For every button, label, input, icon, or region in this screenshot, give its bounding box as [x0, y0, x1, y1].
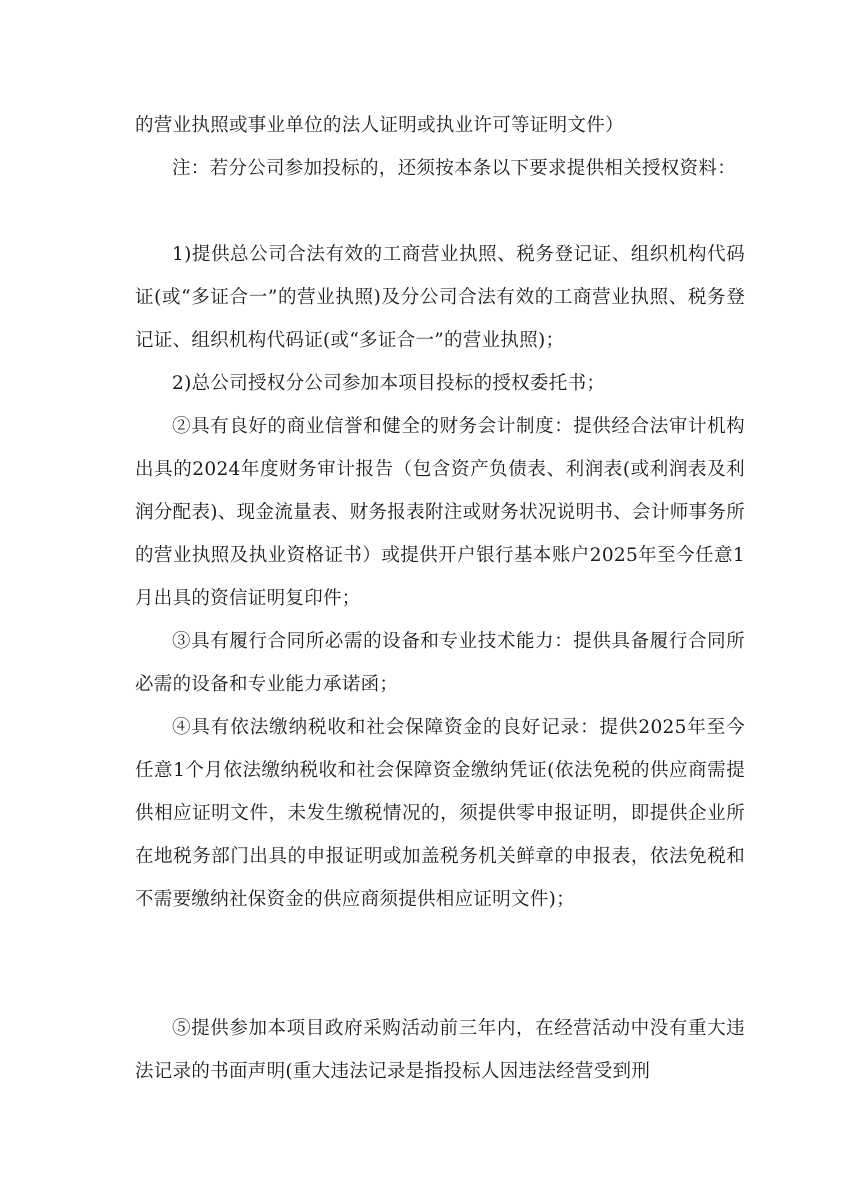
- paragraph-item-circled-3: ③具有履行合同所必需的设备和专业技术能力：提供具备履行合同所必需的设备和专业能力承诺函；: [135, 631, 745, 695]
- paragraph-item-circled-5: ⑤提供参加本项目政府采购活动前三年内，在经营活动中没有重大违法记录的书面声明(重大违法记录是指投标人因违法经营受到刑: [135, 1018, 745, 1082]
- paragraph-item-circled-4: ④具有依法缴纳税收和社会保障资金的良好记录：提供2025年至今任意1个月依法缴纳税收和社会保障资金缴纳凭证(依法免税的供应商需提供相应证明文件，未发生缴税情况的，须提供零申报证明，即提供企业所在地税务部门出具的申报证明或加盖税务机关鲜章的申报表，依法免税和不需要缴纳社保资金的供应商须提供相应证明文件)；: [135, 717, 745, 910]
- paragraph-continuation: 的营业执照或事业单位的法人证明或执业许可等证明文件）: [135, 115, 624, 136]
- paragraph-item-2: 2)总公司授权分公司参加本项目投标的授权委托书；: [172, 373, 606, 394]
- paragraph-item-circled-2: ②具有良好的商业信誉和健全的财务会计制度：提供经合法审计机构出具的2024年度财务审计报告（包含资产负债表、利润表(或利润表及利润分配表)、现金流量表、财务报表附注或财务状况说明书、会计师事务所的营业执照及执业资格证书）或提供开户银行基本账户2025年至今任意1月出具的资信证明复印件；: [135, 416, 745, 609]
- paragraph-note-branch: 注：若分公司参加投标的，还须按本条以下要求提供相关授权资料：: [172, 158, 737, 179]
- paragraph-item-1: 1)提供总公司合法有效的工商营业执照、税务登记证、组织机构代码证(或“多证合一”的营业执照)及分公司合法有效的工商营业执照、税务登记证、组织机构代码证(或“多证合一”的营业执照)；: [135, 244, 745, 351]
